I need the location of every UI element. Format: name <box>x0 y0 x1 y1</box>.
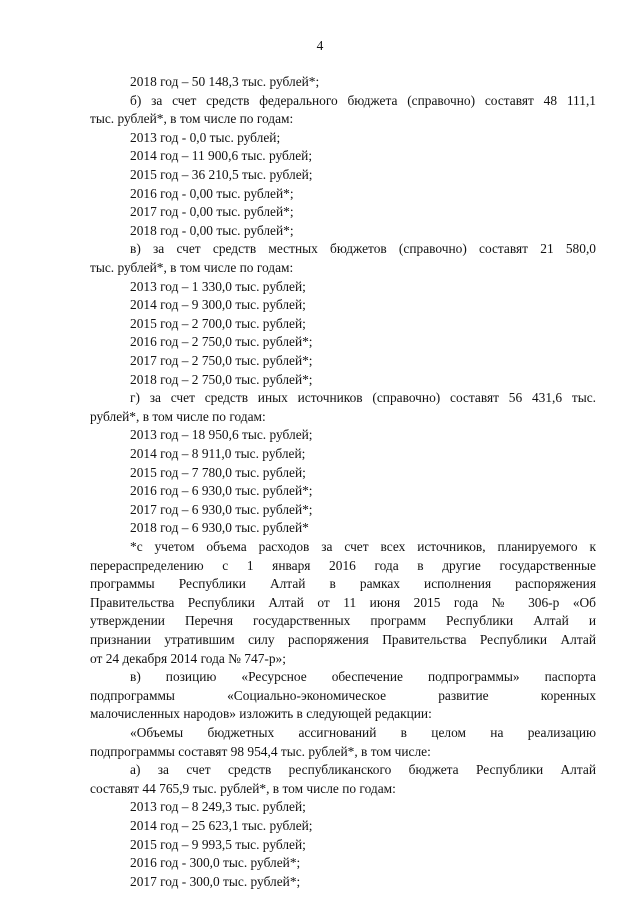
text-line: Правительства Республики Алтай от 11 июня 2015 года № 306-р «Об <box>90 594 596 610</box>
text-line: программы Республики Алтай в рамках исполнения распоряжения <box>90 576 596 592</box>
text-line: 2016 год - 300,0 тыс. рублей*; <box>130 855 301 871</box>
text-line: 2014 год – 8 911,0 тыс. рублей; <box>130 446 306 461</box>
text-line: тыс. рублей*, в том числе по годам: <box>90 260 294 275</box>
text-line: г) за счет средств иных источников (справочно) составят 56 431,6 тыс. <box>130 390 596 406</box>
text-line: в) за счет средств местных бюджетов (справочно) составят 21 580,0 <box>130 241 596 257</box>
text-line: 2016 год – 2 750,0 тыс. рублей*; <box>130 334 313 350</box>
text-line: 2017 год - 300,0 тыс. рублей*; <box>130 873 301 889</box>
text-line: 2017 год – 2 750,0 тыс. рублей*; <box>130 353 313 368</box>
text-line: 2015 год – 2 700,0 тыс. рублей; <box>130 315 306 331</box>
text-line: *с учетом объема расходов за счет всех источников, планируемого к <box>130 539 596 554</box>
text-line: 2014 год – 11 900,6 тыс. рублей; <box>130 148 313 164</box>
text-line: 2016 год - 0,00 тыс. рублей*; <box>130 185 294 201</box>
text-line: б) за счет средств федерального бюджета (справочно) составят 48 111,1 <box>130 92 596 108</box>
text-line: перераспределению с 1 января 2016 года в другие государственные <box>90 557 596 573</box>
page-number: 4 <box>316 38 324 53</box>
text-line: 2013 год - 0,0 тыс. рублей; <box>130 129 281 145</box>
text-line: 2014 год – 25 623,1 тыс. рублей; <box>130 818 313 833</box>
text-line: тыс. рублей*, в том числе по годам: <box>90 111 294 127</box>
text-line: в) позицию «Ресурсное обеспечение подпрограммы» паспорта <box>130 669 596 685</box>
text-line: 2015 год – 9 993,5 тыс. рублей; <box>130 836 306 852</box>
text-line: 2018 год – 6 930,0 тыс. рублей* <box>130 520 309 536</box>
text-line: составят 44 765,9 тыс. рублей*, в том числе по годам: <box>90 780 396 796</box>
text-line: утверждении Перечня государственных программ Республики Алтай и <box>90 613 596 629</box>
text-line: 2018 год - 0,00 тыс. рублей*; <box>130 222 294 238</box>
text-line: 2014 год – 9 300,0 тыс. рублей; <box>130 297 306 313</box>
text-line: 2018 год – 50 148,3 тыс. рублей*; <box>130 74 320 89</box>
text-line: 2017 год - 0,00 тыс. рублей*; <box>130 204 294 220</box>
text-line: от 24 декабря 2014 года № 747-р»; <box>90 650 286 666</box>
text-line: 2013 год – 8 249,3 тыс. рублей; <box>130 799 306 815</box>
text-line: «Объемы бюджетных ассигнований в целом на реализацию <box>130 725 596 740</box>
text-line: подпрограммы составят 98 954,4 тыс. рублей*, в том числе: <box>90 743 431 759</box>
text-line: малочисленных народов» изложить в следующей редакции: <box>90 706 432 722</box>
text-line: рублей*, в том числе по годам: <box>90 408 266 424</box>
text-line: подпрограммы «Социально-экономическое развитие коренных <box>90 687 596 703</box>
text-line: 2018 год – 2 750,0 тыс. рублей*; <box>130 371 313 387</box>
text-line: 2017 год – 6 930,0 тыс. рублей*; <box>130 501 313 517</box>
text-line: 2016 год – 6 930,0 тыс. рублей*; <box>130 483 313 499</box>
text-line: признании утратившим силу распоряжения Правительства Республики Алтай <box>90 632 596 647</box>
text-line: а) за счет средств республиканского бюджета Республики Алтай <box>130 762 596 778</box>
text-line: 2013 год – 18 950,6 тыс. рублей; <box>130 427 313 443</box>
text-line: 2015 год – 7 780,0 тыс. рублей; <box>130 464 306 480</box>
text-line: 2015 год – 36 210,5 тыс. рублей; <box>130 167 313 182</box>
text-line: 2013 год – 1 330,0 тыс. рублей; <box>130 278 306 294</box>
